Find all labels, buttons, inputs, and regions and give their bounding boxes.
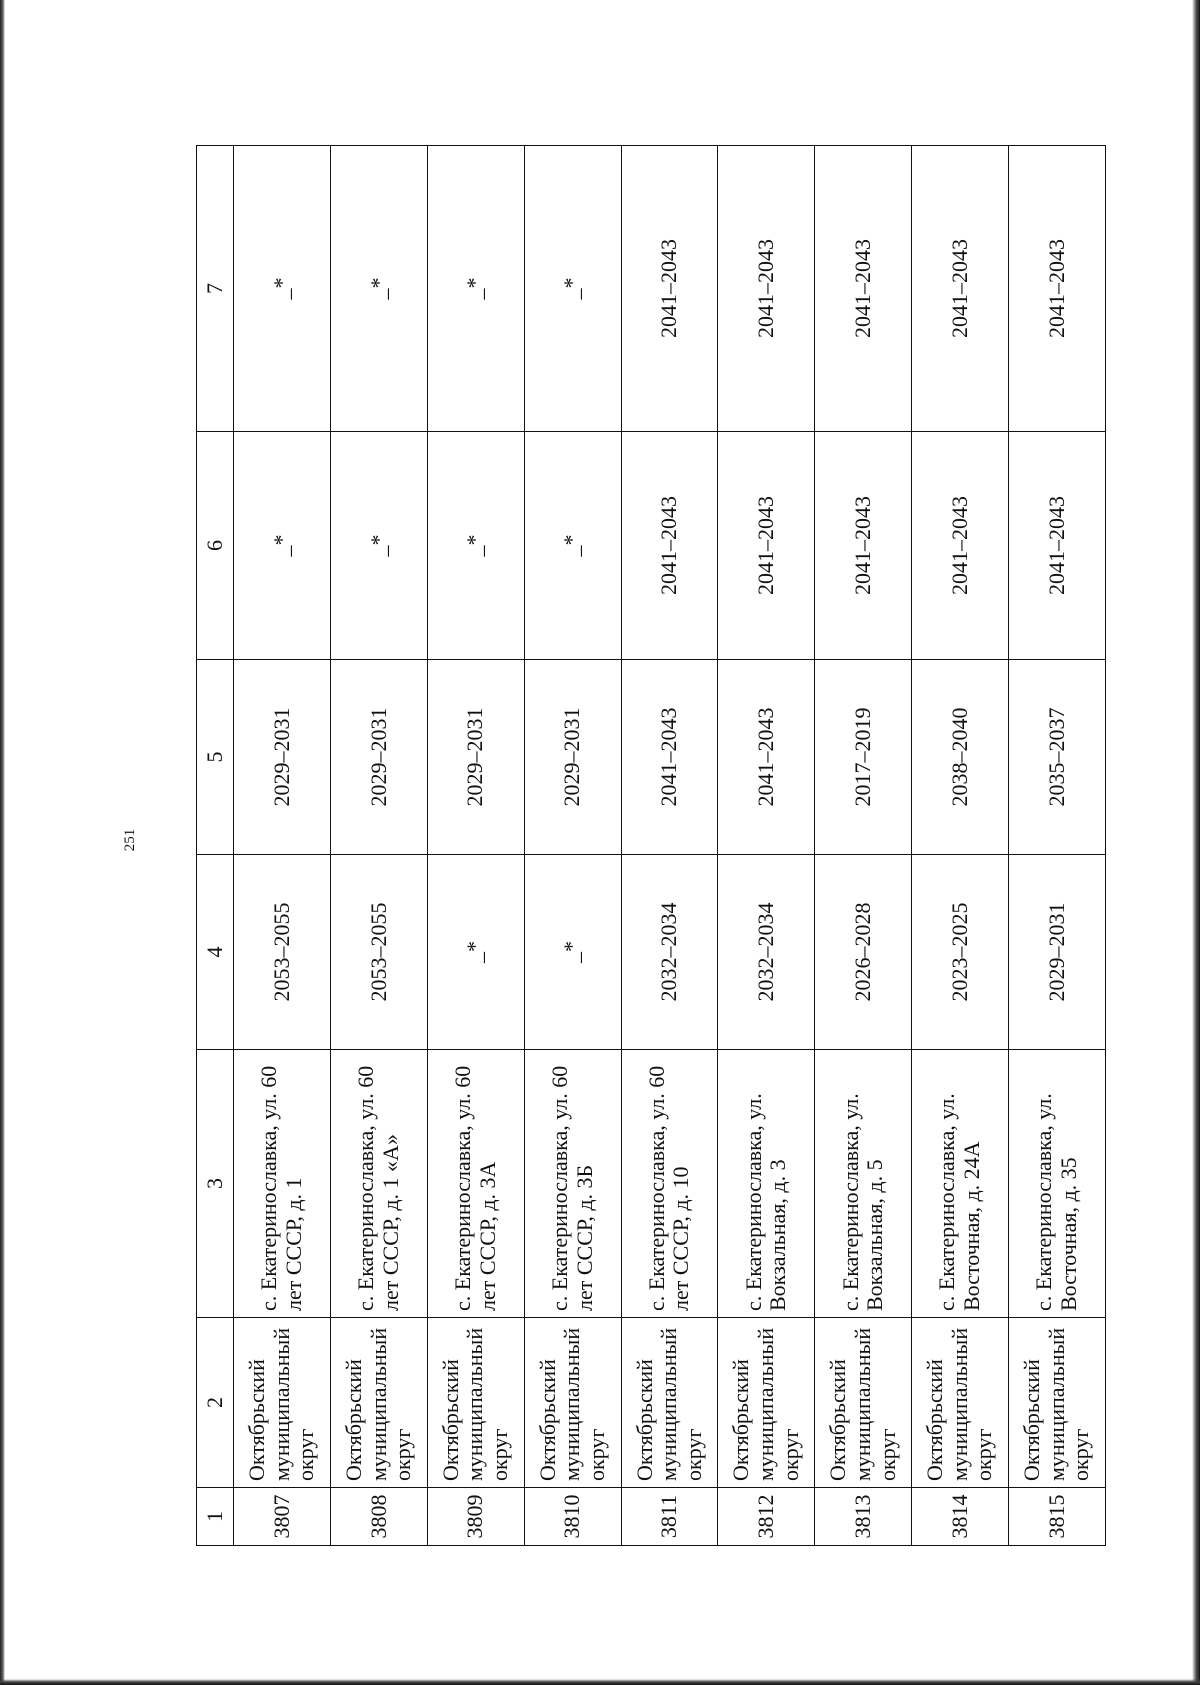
address-cell: с. Екатеринославка, ул. 60 лет СССР, д. 1 <box>234 1050 331 1318</box>
col7-cell: 2041–2043 <box>912 146 1009 432</box>
col6-cell: 2041–2043 <box>621 432 718 660</box>
table-row <box>330 146 427 1546</box>
header-col-4: 4 <box>197 855 234 1050</box>
header-col-5: 5 <box>197 660 234 855</box>
row-number: 3813 <box>815 1488 912 1546</box>
col7-cell: 2041–2043 <box>1009 146 1106 432</box>
district-cell: Октябрьский муниципальный округ <box>330 1318 427 1488</box>
table-row <box>912 146 1009 1546</box>
col4-cell: 2029–2031 <box>1009 855 1106 1050</box>
table-row <box>234 146 331 1546</box>
row-number: 3811 <box>621 1488 718 1546</box>
district-cell: Октябрьский муниципальный округ <box>524 1318 621 1488</box>
col6-cell: _* <box>524 432 621 660</box>
row-number: 3807 <box>234 1488 331 1546</box>
col5-cell: 2029–2031 <box>330 660 427 855</box>
col7-cell: 2041–2043 <box>621 146 718 432</box>
header-row <box>197 146 234 1546</box>
table-row <box>427 146 524 1546</box>
col6-cell: 2041–2043 <box>912 432 1009 660</box>
address-cell: с. Екатеринославка, ул. 60 лет СССР, д. 10 <box>621 1050 718 1318</box>
table-row <box>718 146 815 1546</box>
district-cell: Октябрьский муниципальный округ <box>912 1318 1009 1488</box>
rotated-table-container <box>196 146 1106 1546</box>
col4-cell: 2026–2028 <box>815 855 912 1050</box>
address-cell: с. Екатеринославка, ул. 60 лет СССР, д. 3Б <box>524 1050 621 1318</box>
district-cell: Октябрьский муниципальный округ <box>427 1318 524 1488</box>
col7-cell: _* <box>427 146 524 432</box>
row-number: 3808 <box>330 1488 427 1546</box>
header-col-2: 2 <box>197 1318 234 1488</box>
district-cell: Октябрьский муниципальный округ <box>718 1318 815 1488</box>
row-number: 3810 <box>524 1488 621 1546</box>
header-col-3: 3 <box>197 1050 234 1318</box>
header-col-1: 1 <box>197 1488 234 1546</box>
row-number: 3812 <box>718 1488 815 1546</box>
table-row <box>621 146 718 1546</box>
district-cell: Октябрьский муниципальный округ <box>234 1318 331 1488</box>
row-number: 3814 <box>912 1488 1009 1546</box>
district-cell: Октябрьский муниципальный округ <box>621 1318 718 1488</box>
col6-cell: 2041–2043 <box>1009 432 1106 660</box>
col5-cell: 2041–2043 <box>621 660 718 855</box>
header-col-7: 7 <box>197 146 234 432</box>
address-cell: с. Екатеринославка, ул. Восточная, д. 35 <box>1009 1050 1106 1318</box>
col5-cell: 2035–2037 <box>1009 660 1106 855</box>
scan-edge-left <box>0 0 5 1685</box>
row-number: 3815 <box>1009 1488 1106 1546</box>
district-cell: Октябрьский муниципальный округ <box>1009 1318 1106 1488</box>
scan-edge-bottom <box>0 1679 1200 1685</box>
col4-cell: 2023–2025 <box>912 855 1009 1050</box>
col5-cell: 2041–2043 <box>718 660 815 855</box>
address-cell: с. Екатеринославка, ул. 60 лет СССР, д. 1 «А» <box>330 1050 427 1318</box>
col4-cell: _* <box>427 855 524 1050</box>
col7-cell: _* <box>234 146 331 432</box>
col4-cell: 2032–2034 <box>718 855 815 1050</box>
col5-cell: 2029–2031 <box>234 660 331 855</box>
col4-cell: 2053–2055 <box>330 855 427 1050</box>
col4-cell: _* <box>524 855 621 1050</box>
col4-cell: 2053–2055 <box>234 855 331 1050</box>
col5-cell: 2029–2031 <box>427 660 524 855</box>
address-cell: с. Екатеринославка, ул. Вокзальная, д. 5 <box>815 1050 912 1318</box>
col7-cell: 2041–2043 <box>815 146 912 432</box>
address-cell: с. Екатеринославка, ул. Вокзальная, д. 3 <box>718 1050 815 1318</box>
row-number: 3809 <box>427 1488 524 1546</box>
col6-cell: 2041–2043 <box>815 432 912 660</box>
address-cell: с. Екатеринославка, ул. 60 лет СССР, д. 3А <box>427 1050 524 1318</box>
schedule-table <box>196 145 1106 1546</box>
scan-edge-right <box>1192 0 1200 1685</box>
col7-cell: _* <box>330 146 427 432</box>
table-row <box>1009 146 1106 1546</box>
col6-cell: _* <box>234 432 331 660</box>
col7-cell: 2041–2043 <box>718 146 815 432</box>
col6-cell: 2041–2043 <box>718 432 815 660</box>
table-row <box>524 146 621 1546</box>
col4-cell: 2032–2034 <box>621 855 718 1050</box>
col6-cell: _* <box>427 432 524 660</box>
district-cell: Октябрьский муниципальный округ <box>815 1318 912 1488</box>
col7-cell: _* <box>524 146 621 432</box>
col5-cell: 2038–2040 <box>912 660 1009 855</box>
col5-cell: 2029–2031 <box>524 660 621 855</box>
col6-cell: _* <box>330 432 427 660</box>
col5-cell: 2017–2019 <box>815 660 912 855</box>
header-col-6: 6 <box>197 432 234 660</box>
page-number: 251 <box>122 828 138 852</box>
table-row <box>815 146 912 1546</box>
address-cell: с. Екатеринославка, ул. Восточная, д. 24А <box>912 1050 1009 1318</box>
